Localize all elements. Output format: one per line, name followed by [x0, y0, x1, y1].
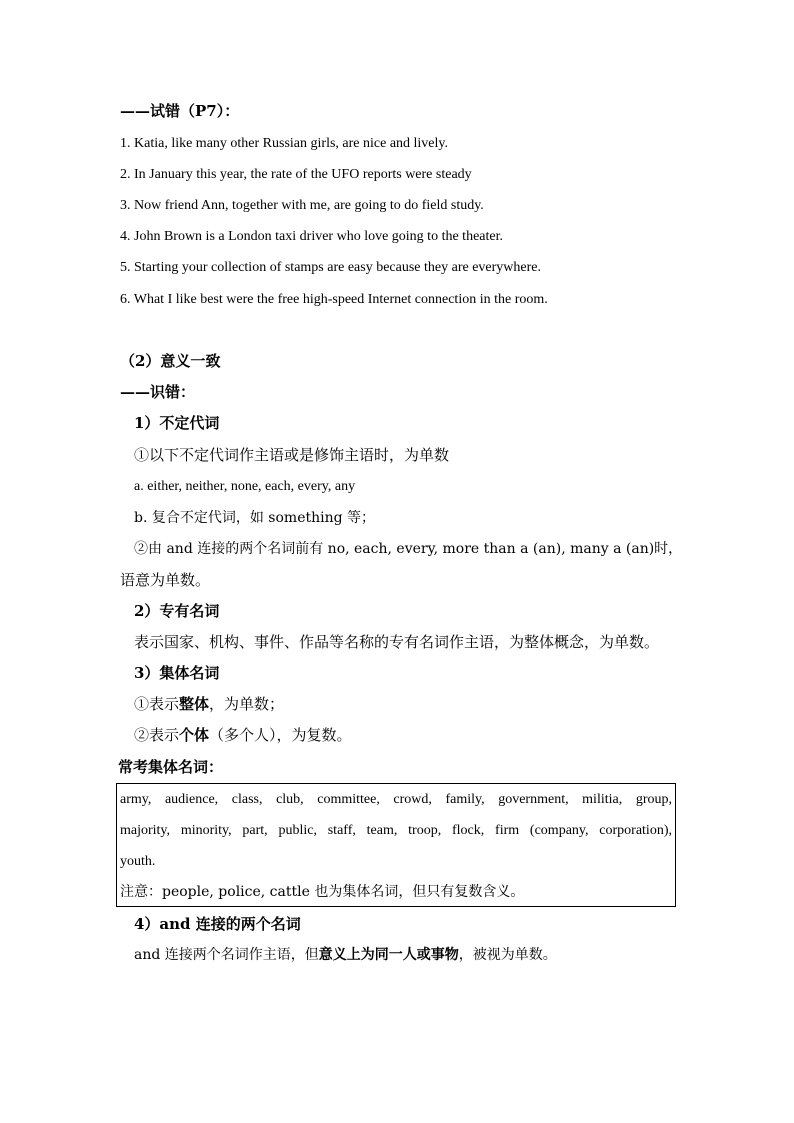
collective-rule-2-suffix: （多个人），为复数。 — [209, 726, 352, 744]
line2-word: firm — [495, 823, 520, 838]
line1-word: committee, — [317, 792, 380, 807]
indefinite-item-a: a. either, neither, none, each, every, any — [134, 479, 356, 494]
collective-rule-1-prefix: ①表示 — [134, 695, 180, 713]
line1-word: group, — [635, 792, 672, 807]
trial-item-5: 5. Starting your collection of stamps are easy because they are everywhere. — [120, 260, 541, 275]
collective-nouns-line-1 — [120, 790, 672, 810]
and-nouns-text-bold: 意义上为同一人或事物 — [318, 947, 459, 963]
proper-noun-text: 表示国家、机构、事件、作品等名称的专有名词作主语，为整体概念，为单数。 — [134, 633, 660, 651]
collective-rule-1-bold: 整体 — [179, 695, 210, 713]
collective-rule-2-bold: 个体 — [179, 726, 210, 744]
collective-rule-1 — [134, 694, 284, 714]
line1-word: crowd, — [393, 792, 432, 807]
line2-word: staff, — [327, 823, 356, 838]
line2-word: corporation), — [599, 823, 672, 838]
line2-word: majority, — [120, 823, 171, 838]
line1-word: class, — [231, 792, 263, 807]
collective-rule-2-prefix: ②表示 — [134, 726, 180, 744]
and-nouns-text-suffix: ，被视为单数。 — [458, 947, 557, 963]
collective-nouns-box — [116, 783, 676, 907]
and-nouns-text — [134, 945, 557, 965]
trial-item-3: 3. Now friend Ann, together with me, are going to do field study. — [120, 198, 484, 213]
trial-item-6: 6. What I like best were the free high-speed Internet connection in the room. — [120, 292, 548, 307]
line2-word: troop, — [408, 823, 442, 838]
line2-word: part, — [242, 823, 268, 838]
line2-word: public, — [278, 823, 317, 838]
indefinite-rule-2-line-1: ②由 and 连接的两个名词前有 no, each, every, more than a (an), many a (an)时， — [134, 541, 683, 557]
collective-nouns-line-2 — [120, 821, 672, 841]
collective-nouns-note: 注意：people, police, cattle 也为集体名词，但只有复数含义。 — [120, 884, 525, 900]
line2-word: team, — [366, 823, 398, 838]
line1-word: club, — [276, 792, 304, 807]
collective-rule-2 — [134, 725, 352, 745]
line1-word: audience, — [164, 792, 219, 807]
trial-item-2: 2. In January this year, the rate of the UFO reports were steady — [120, 167, 472, 182]
line1-word: government, — [498, 792, 569, 807]
indefinite-rule-1: ①以下不定代词作主语或是修饰主语时，为单数 — [134, 446, 450, 464]
collective-rule-1-suffix: ，为单数； — [209, 695, 285, 713]
line1-word: militia, — [582, 792, 623, 807]
collective-nouns-line-3: youth. — [120, 854, 156, 869]
trial-heading: ——试错（P7）： — [120, 102, 240, 120]
identify-heading: ——识错： — [120, 383, 196, 401]
collective-title: 3）集体名词 — [134, 664, 220, 682]
indefinite-rule-2-line-2: 语意为单数。 — [120, 571, 211, 589]
line2-word: minority, — [180, 823, 232, 838]
line2-word: (company, — [529, 823, 589, 838]
proper-noun-title: 2）专有名词 — [134, 602, 220, 620]
trial-item-1: 1. Katia, like many other Russian girls, are nice and lively. — [120, 136, 449, 151]
indefinite-item-b: b. 复合不定代词，如 something 等； — [134, 510, 376, 526]
indefinite-title: 1）不定代词 — [134, 414, 220, 432]
line1-word: family, — [445, 792, 485, 807]
meaning-section-title: （2）意义一致 — [120, 352, 221, 370]
trial-item-4: 4. John Brown is a London taxi driver who love going to the theater. — [120, 229, 503, 244]
common-collective-heading: 常考集体名词： — [118, 758, 224, 776]
line2-word: flock, — [451, 823, 485, 838]
and-nouns-text-prefix: and 连接两个名词作主语，但 — [134, 947, 319, 963]
line1-word: army, — [120, 792, 152, 807]
and-nouns-title: 4）and 连接的两个名词 — [134, 915, 301, 933]
